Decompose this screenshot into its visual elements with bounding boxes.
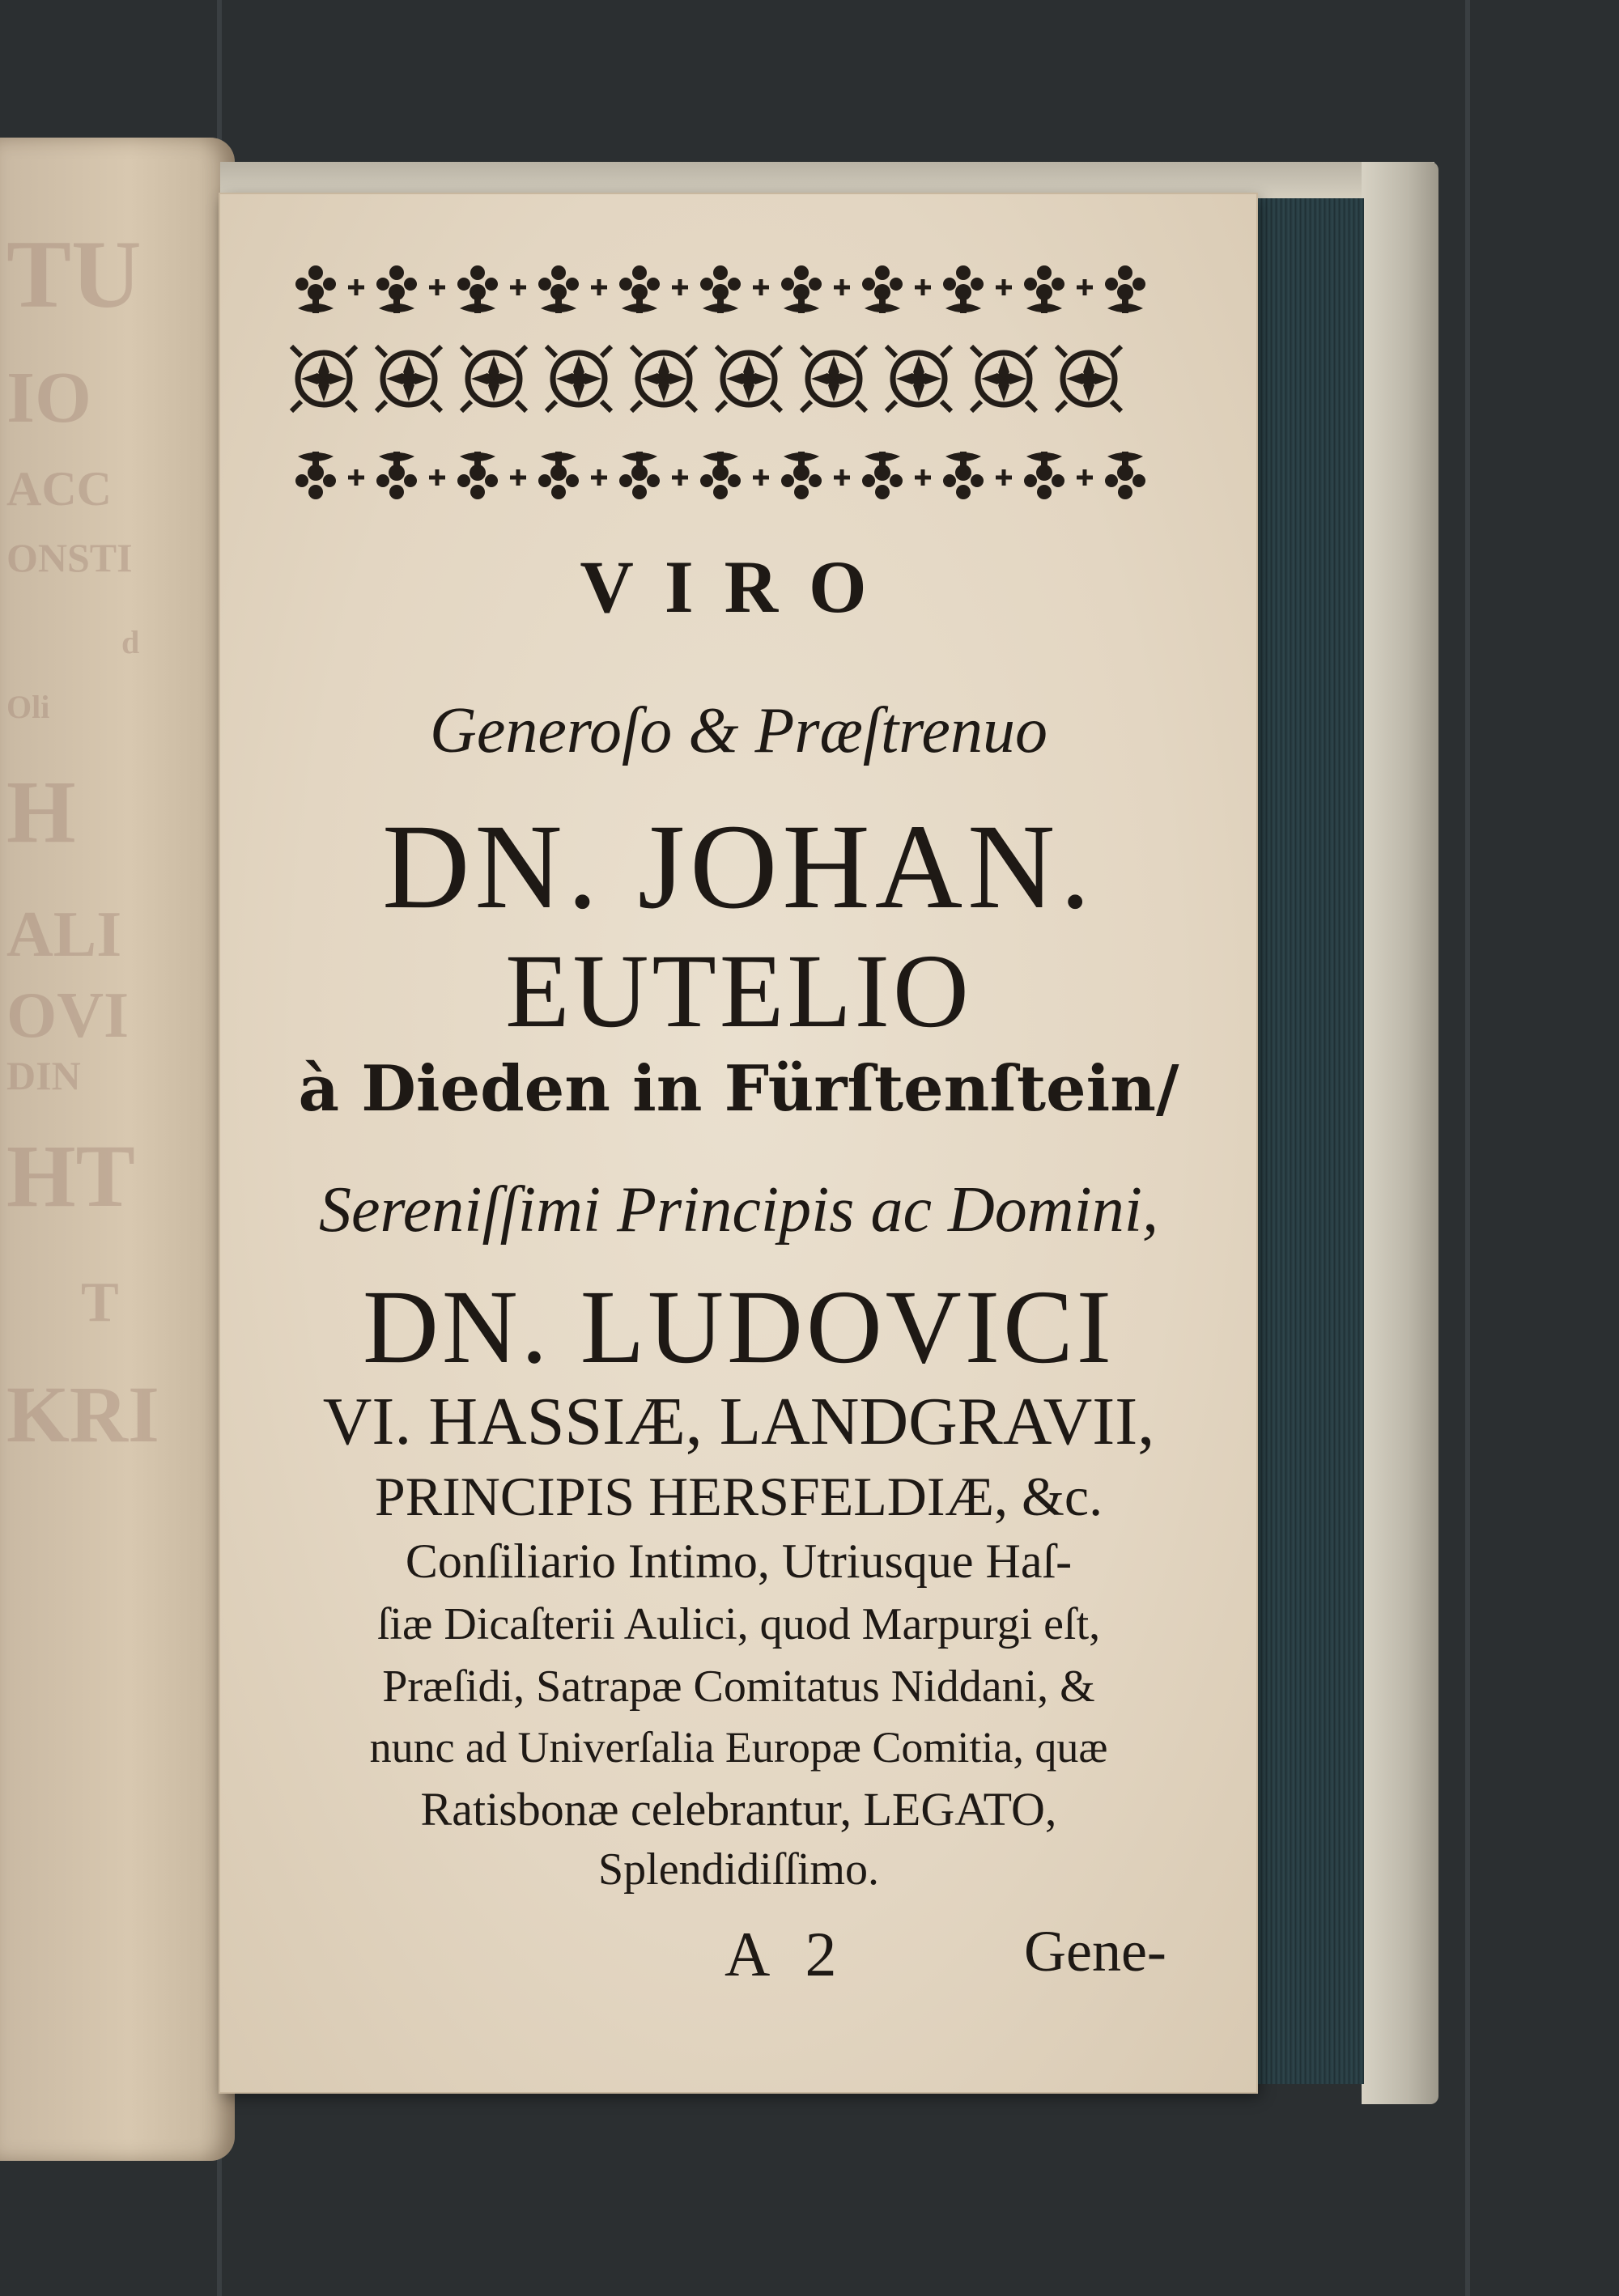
ghost-text-line: KRI [6,1369,159,1459]
dedication-consiliario: Conſiliario Intimo, Utriusque Haſ- [405,1534,1073,1588]
book-cover-top-edge [220,162,1434,198]
ghost-text-line: Oli [6,689,50,725]
ghost-text-line: IO [6,358,92,438]
dedication-splendidissimo: Splendidiſſimo. [598,1844,879,1895]
ghost-text-line: H [6,762,76,861]
dedication-hassiae: VI. HASSIÆ, LANDGRAVII, [322,1384,1155,1459]
dedication-ratisbonae: Ratisbonæ celebrantur, LEGATO, [420,1783,1057,1836]
ghost-text-line: ALI [6,899,122,970]
page-fore-edge [1240,198,1364,2084]
dedication-ludovici: DN. LUDOVICI [363,1269,1115,1386]
ghost-text-line: HT [6,1127,135,1225]
dedication-dicasterii: ſiæ Dicaſterii Aulici, quod Marpurgi eſt, [376,1599,1101,1649]
ghost-text-line: DIN [6,1053,81,1098]
dedication-name-johan: DN. JOHAN. [382,800,1095,934]
ghost-text-line: ACC [6,462,112,516]
dedication-viro: VIRO [580,545,898,628]
printers-ornament-band [279,243,1170,518]
dedication-praesidi: Præſidi, Satrapæ Comitatus Niddani, & [382,1662,1095,1712]
ghost-text-line: d [121,624,140,660]
backdrop-shadow-right [1465,0,1470,2296]
catchword: Gene- [1024,1919,1166,1984]
dedication-name-eutelio: EUTELIO [505,933,972,1050]
ghost-text-line: TU [6,220,142,328]
dedication-serenissimi: Sereniſſimi Principis ac Domini, [319,1174,1158,1246]
ghost-text-line: ONSTI [6,535,133,580]
signature-mark: A 2 [725,1919,848,1989]
left-page-verso [0,138,235,2161]
dedication-dieden-fraktur: à Dieden in Fürſtenſtein/ [298,1052,1179,1126]
dedication-hersfeldiae: PRINCIPIS HERSFELDIÆ, &c. [374,1466,1103,1527]
book-cover-board [1362,162,1438,2104]
dedication-comitia: nunc ad Univerſalia Europæ Comitia, quæ [369,1723,1108,1772]
ghost-text-line: OVI [6,980,130,1051]
dedication-generoso: Generoſo & Præſtrenuo [430,695,1047,766]
ghost-text-line: T [81,1271,119,1334]
